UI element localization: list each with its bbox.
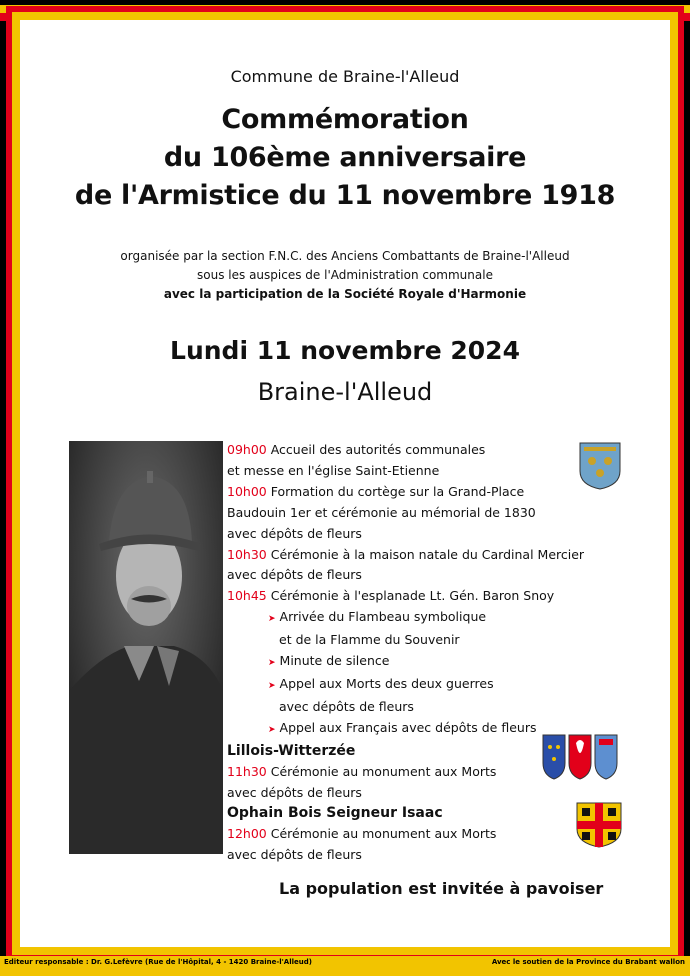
- program-item: avec dépôts de fleurs: [227, 525, 362, 541]
- program-location-heading: Lillois-Witterzée: [227, 742, 356, 759]
- program-bullet-item: [227, 674, 584, 697]
- program-item: et de la Flamme du Souvenir: [279, 632, 460, 648]
- commune-name: Commune de Braine-l'Alleud: [230, 67, 460, 86]
- event-date: Lundi 11 novembre 2024: [170, 336, 520, 365]
- event-title: [20, 101, 670, 215]
- program-bullet-item: [227, 651, 584, 674]
- program-item: [227, 586, 584, 607]
- program-bullet-item: [227, 718, 584, 741]
- title-line: Commémoration: [221, 104, 469, 135]
- program-time: 11h30: [227, 763, 267, 779]
- braine-lalleud-coat-of-arms-icon: [578, 441, 622, 491]
- title-line: du 106ème anniversaire: [163, 142, 527, 173]
- program-text: Formation du cortège sur la Grand-Place: [270, 483, 525, 499]
- program-item: avec dépôts de fleurs: [279, 698, 414, 714]
- program-item: [227, 545, 584, 566]
- program-item: avec dépôts de fleurs: [227, 567, 362, 583]
- red-arrow-icon: ➤: [268, 658, 276, 669]
- organizer-line: organisée par la section F.N.C. des Anciens Combattants de Braine-l'Alleud: [120, 249, 570, 263]
- event-place: Braine-l'Alleud: [257, 378, 433, 406]
- program-item: et messe en l'église Saint-Etienne: [227, 462, 440, 478]
- program-text: Cérémonie à la maison natale du Cardinal Mercier: [270, 546, 585, 562]
- soldier-portrait: [69, 441, 223, 854]
- program-text: Appel aux Morts des deux guerres: [279, 675, 494, 691]
- program-item: avec dépôts de fleurs: [227, 784, 362, 800]
- sponsor-credit: Avec le soutien de la Province du Brabant wallon: [491, 958, 685, 966]
- program-text: Accueil des autorités communales: [270, 442, 486, 457]
- program-text: Cérémonie au monument aux Morts: [270, 763, 497, 779]
- organizer-text: [20, 247, 670, 304]
- program-time: 10h00: [227, 483, 267, 499]
- red-arrow-icon: ➤: [268, 614, 276, 625]
- program-item: [227, 482, 584, 503]
- program-time: 10h30: [227, 546, 267, 562]
- program-bullet-item: [227, 607, 584, 630]
- program-time: 09h00: [227, 442, 267, 457]
- program-text: Appel aux Français avec dépôts de fleurs: [279, 719, 537, 735]
- program-text: Cérémonie à l'esplanade Lt. Gén. Baron Snoy: [270, 588, 555, 604]
- program-text: Cérémonie au monument aux Morts: [270, 826, 497, 842]
- program-location-heading: Ophain Bois Seigneur Isaac: [227, 805, 443, 822]
- title-line: de l'Armistice du 11 novembre 1918: [74, 180, 616, 211]
- ophain-coat-of-arms-icon: [575, 801, 623, 849]
- program-list: [227, 440, 584, 866]
- program-item: avec dépôts de fleurs: [227, 847, 362, 863]
- program-item: Baudouin 1er et cérémonie au mémorial de 1830: [227, 504, 536, 520]
- red-arrow-icon: ➤: [268, 680, 276, 691]
- red-arrow-icon: ➤: [268, 724, 276, 735]
- program-item: [227, 762, 584, 783]
- footer: [0, 956, 690, 976]
- program-text: Minute de silence: [279, 653, 390, 669]
- program-text: Arrivée du Flambeau symbolique: [279, 609, 487, 625]
- program-time: 10h45: [227, 588, 267, 604]
- publisher-credit: Editeur responsable : Dr. G.Lefèvre (Rue de l'Hôpital, 4 - 1420 Braine-l'Alleud): [4, 958, 312, 966]
- program-item: [227, 440, 584, 461]
- organizer-line: sous les auspices de l'Administration communale: [197, 268, 493, 282]
- organizer-line: avec la participation de la Société Royale d'Harmonie: [163, 287, 527, 301]
- invitation-text: La population est invitée à pavoiser: [279, 879, 604, 898]
- program-time: 12h00: [227, 826, 267, 842]
- program-item: [227, 824, 584, 845]
- lillois-witterzee-coat-of-arms-icon: [541, 733, 621, 781]
